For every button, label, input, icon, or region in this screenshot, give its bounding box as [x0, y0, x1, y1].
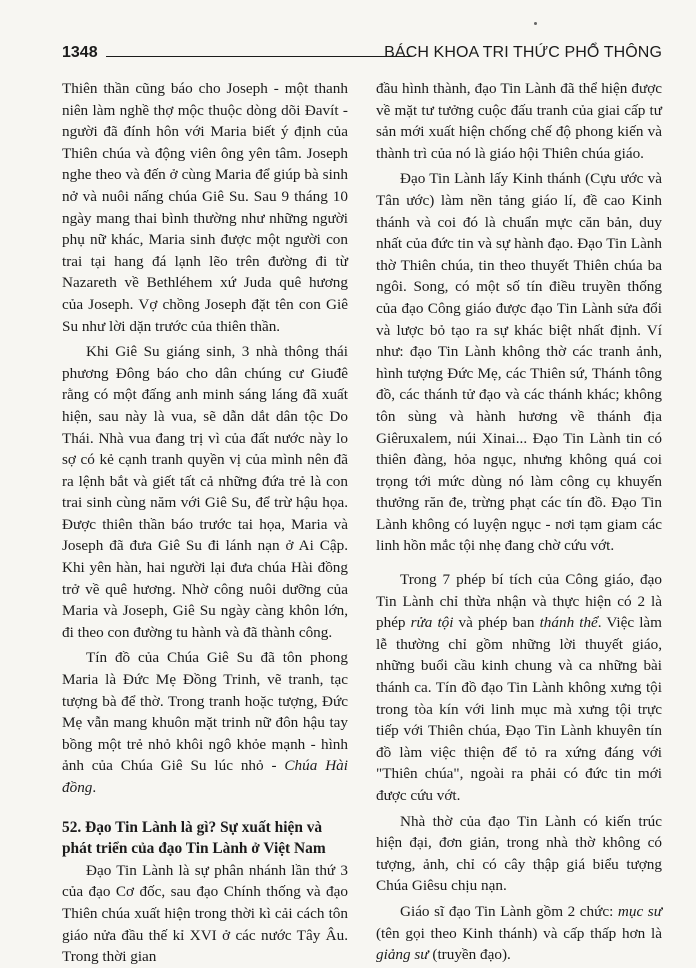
paragraph: Khi Giê Su giáng sinh, 3 nhà thông thái phương Đông báo cho dân chúng cư Giuđê rằng có một đấng anh minh sáng láng đã xuất hiện, sau này là vua, sẽ dẫn dắt dân tộc Do Thái. Nhà vua đang trị vì của đất nước này lo sợ có kẻ cạnh tranh quyền vị của mình nên đã ra lệnh bắt và giết tất cả những đứa trẻ là con trai sinh cùng năm với Giê Su, để trừ hậu họa. Được thiên thần báo trước tai họa, Maria và Joseph đã đưa Giê Su đi lánh nạn ở Ai Cập. Khi yên hàn, hai người lại đưa chúa Hài đồng trở về quê hương. Nhờ công nuôi dưỡng của Maria và Joseph, Giê Su ngày càng khôn lớn, đi theo con đường tu hành và đã thành công.	[62, 343, 348, 641]
italic-term: rửa tội	[410, 614, 454, 632]
paragraph	[376, 901, 662, 966]
italic-term: mục sư	[617, 902, 662, 920]
paragraph: Đạo Tin Lành là sự phân nhánh lần thứ 3 của đạo Cơ đốc, sau đạo Chính thống và đạo Thiên chúa xuất hiện trong thời kì cải cách tôn giáo nửa đầu thế kỉ XVI ở các nước Tây Âu. Trong thời gian	[62, 861, 348, 966]
paragraph: đầu hình thành, đạo Tin Lành đã thể hiện được về mặt tư tưởng cuộc đấu tranh của giai cấp tư sản mới xuất hiện chống chế độ phong kiến và thành trì của nó là giáo hội Thiên chúa giáo.	[376, 80, 662, 162]
paragraph-text: Giáo sĩ đạo Tin Lành gồm 2 chức:	[400, 902, 618, 920]
paragraph-text: Tín đồ của Chúa Giê Su đã tôn phong Maria là Đức Mẹ Đồng Trinh, vẽ tranh, tạc tượng bà để thờ. Trong tranh hoặc tượng, Đức Mẹ vẫn mang khuôn mặt trinh nữ đôn hậu tay bồng một trẻ nhỏ khôi ngô khỏe mạnh - hình ảnh của Chúa Giê Su lúc nhỏ -	[62, 649, 348, 775]
paragraph-text: và phép ban	[453, 614, 540, 632]
page-header	[62, 44, 662, 70]
paragraph	[62, 647, 348, 798]
italic-term: thánh thể	[539, 614, 598, 632]
page-number: 1348	[62, 44, 98, 61]
left-column	[62, 78, 348, 968]
paragraph-text: Trong 7 phép bí tích của Công giáo, đạo Tin Lành chỉ thừa nhận và thực hiện có 2 là phép	[376, 571, 662, 632]
paragraph: Đạo Tin Lành lấy Kinh thánh (Cựu ước và Tân ước) làm nền tảng giáo lí, đề cao Kinh thánh và coi đó là chuẩn mực căn bản, duy nhất của đức tin và sự hành đạo. Đạo Tin Lành thờ Thiên chúa, tin theo thuyết Thiên chúa ba ngôi. Song, có một số tín điều truyền thống của đạo Công giáo được đạo Tin Lành sửa đổi và lược bỏ tạo ra sự khác biệt nhất định. Ví như: đạo Tin Lành không thờ các tranh ảnh, hình tượng Đức Mẹ, các Thiên sứ, Thánh tông đồ, các thánh tử đạo và các thánh khác; không tôn sùng và hành hương về thánh địa Giêruxalem, núi Xinai... Đạo Tin Lành tin có thiên đàng, hỏa ngục, nhưng không quá coi trọng tới mức dùng nó làm công cụ khuyến thưởng răn đe, trừng phạt các tín đồ. Đạo Tin Lành không có luyện ngục - nơi tạm giam các linh hồn mắc tội nhẹ đang chờ cứu vớt.	[376, 170, 662, 555]
scan-speck	[534, 22, 537, 25]
paragraph	[376, 569, 662, 807]
paragraph-text: . Việc làm lễ thường chỉ gồm những lời thuyết giáo, những buổi cầu kinh chung và ca những bài thánh ca. Tín đồ đạo Tin Lành không xưng tội trong tòa kín với linh mục mà xưng tội trực tiếp với Thiên chúa, Đạo Tin Lành khuyên tín đồ làm việc thiện để tỏ ra xứng đáng với "Thiên chúa", ngoài ra phải có đức tin mới được cứu vớt.	[376, 614, 662, 804]
paragraph-text: (truyền đạo).	[428, 946, 511, 964]
paragraph: Thiên thần cũng báo cho Joseph - một thanh niên làm nghề thợ mộc thuộc dòng dõi Đavít - người đã đính hôn với Maria biết ý định của Thiên chúa và động viên ông yên tâm. Joseph nghe theo và đến ở cùng Maria để giúp bà sinh nở và nuôi nấng chúa Giê Su. Sau 9 tháng 10 ngày mang thai bình thường như những người phụ nữ khác, Maria sinh được một người con trai tại hang đá lạnh lẽo trên đường đi từ Nazareth về Bethléhem xứ Juda quê hương của Joseph. Vợ chồng Joseph đặt tên con Giê Su như lời dặn trước của thiên thần.	[62, 80, 348, 335]
paragraph-end: .	[92, 779, 97, 796]
right-column	[376, 78, 662, 966]
header-rule	[106, 56, 412, 57]
paragraph: Nhà thờ của đạo Tin Lành có kiến trúc hiện đại, đơn giản, trong nhà thờ không có tượng, ảnh, chỉ có cây thập giá biểu tượng Chúa Giêsu chịu nạn.	[376, 812, 662, 895]
italic-term: giảng sư	[376, 946, 429, 964]
running-title: BÁCH KHOA TRI THỨC PHỔ THÔNG	[384, 44, 662, 61]
section-heading: 52. Đạo Tin Lành là gì? Sự xuất hiện và phát triển của đạo Tin Lành ở Việt Nam	[62, 818, 326, 858]
paragraph-text: (tên gọi theo Kinh thánh) và cấp thấp hơn là	[376, 924, 662, 942]
italic-term: Chúa Hài đồng	[62, 757, 348, 796]
